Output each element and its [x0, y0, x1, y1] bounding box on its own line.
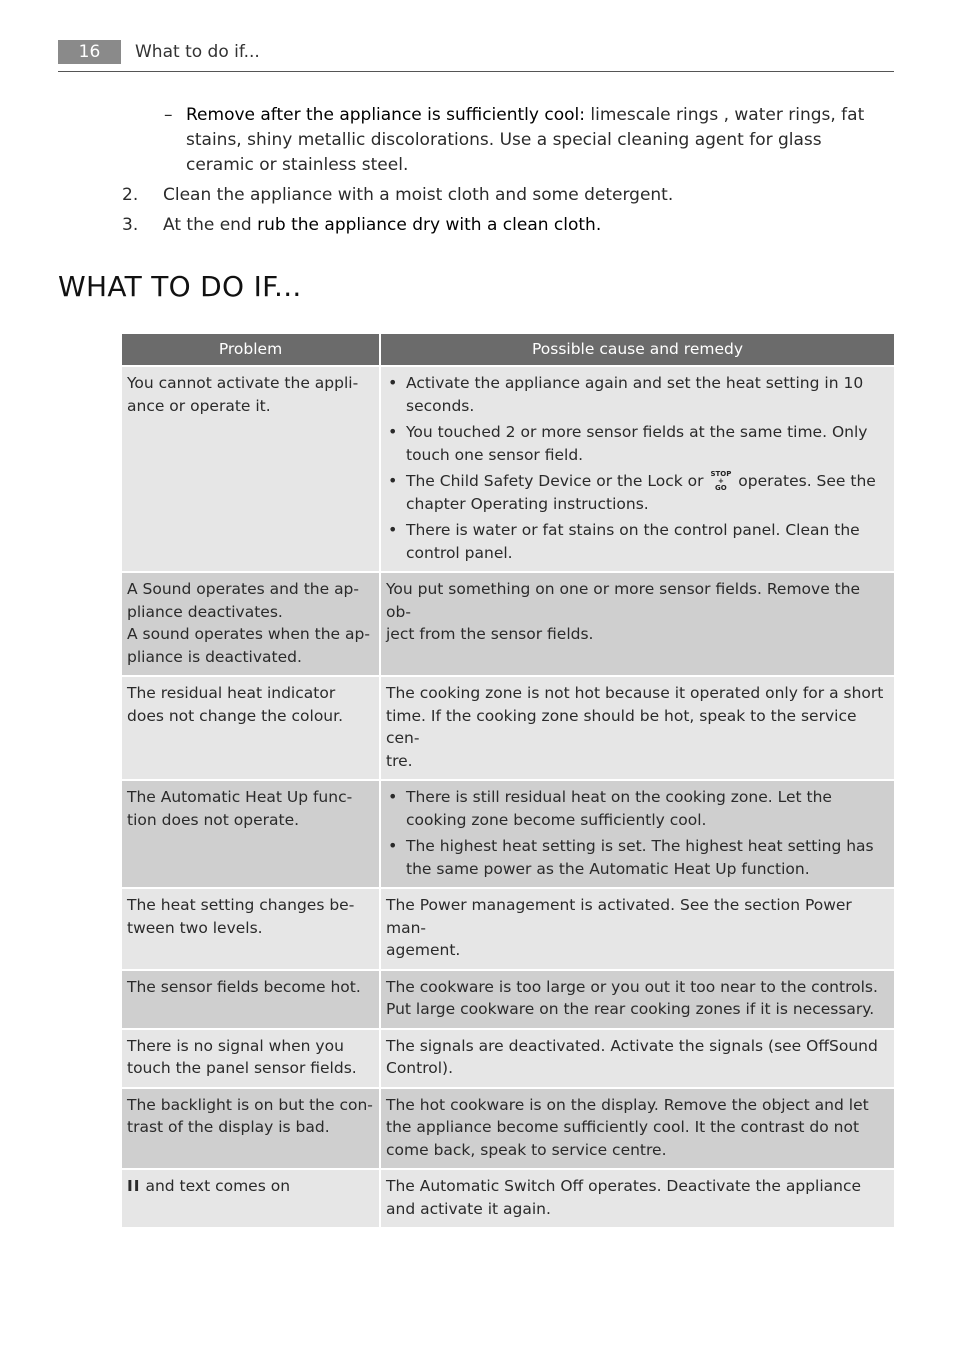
sub-item-lead: Remove after the appliance is sufficiently cool:: [186, 105, 585, 125]
problem-cell: There is no signal when you touch the panel sensor fields.: [122, 1029, 380, 1088]
running-title: What to do if...: [135, 42, 260, 62]
problem-text: and text comes on: [140, 1177, 291, 1195]
problem-cell: You cannot activate the appli- ance or operate it.: [122, 366, 380, 572]
column-header-remedy: Possible cause and remedy: [380, 334, 894, 366]
page-number: 16: [58, 40, 121, 64]
page-header: [58, 40, 894, 72]
pause-symbol-icon: II: [127, 1177, 141, 1195]
table-row: [122, 1169, 894, 1228]
remedy-cell: The cookware is too large or you out it too near to the controls. Put large cookware on the rear cooking zones if it is necessary.: [380, 970, 894, 1029]
remedy-cell: The signals are deactivated. Activate the signals (see OffSound Control).: [380, 1029, 894, 1088]
remedy-cell: The hot cookware is on the display. Remove the object and let the appliance become sufficiently cool. It the contrast do not come back, speak to service centre.: [380, 1088, 894, 1170]
cause-list: [386, 372, 886, 564]
cleaning-sub-item: [122, 103, 882, 178]
step-2: [122, 183, 882, 208]
table-row: [122, 572, 894, 676]
cause-item: • Activate the appliance again and set the heat setting in 10 seconds.: [386, 372, 886, 417]
table-row: [122, 1088, 894, 1170]
table-row: [122, 970, 894, 1029]
section-title: WHAT TO DO IF...: [58, 270, 302, 303]
step-emphasis: rub the appliance dry with a clean cloth.: [257, 215, 602, 235]
problem-cell: The residual heat indicator does not change the colour.: [122, 676, 380, 780]
table-row: [122, 780, 894, 888]
table-row: [122, 366, 894, 572]
sub-item-text: limescale rings , water rings, fat stains, shiny metallic discolorations. Use a special cleaning agent for glass ceramic or stainless steel.: [186, 105, 865, 175]
dash-marker: –: [164, 105, 173, 125]
cause-list: [386, 786, 886, 880]
cause-text: The Child Safety Device or the Lock or: [406, 472, 709, 490]
cleaning-instructions: [122, 103, 882, 243]
cause-item: [386, 470, 886, 515]
remedy-cell: You put something on one or more sensor fields. Remove the ob- ject from the sensor fields.: [380, 572, 894, 676]
remedy-cell: The Automatic Switch Off operates. Deactivate the appliance and activate it again.: [380, 1169, 894, 1228]
table-row: [122, 676, 894, 780]
remedy-cell: The Power management is activated. See the section Power man- agement.: [380, 888, 894, 970]
table-header-row: [122, 334, 894, 366]
step-text: Clean the appliance with a moist cloth and some detergent.: [163, 185, 674, 205]
cause-text: operates. See the chapter Operating instructions.: [406, 472, 876, 513]
stop-go-lock-icon: STOP + GO: [710, 470, 732, 492]
troubleshooting-table: [122, 334, 894, 1229]
table-row: [122, 888, 894, 970]
remedy-cell: [380, 780, 894, 888]
cause-item: • There is water or fat stains on the control panel. Clean the control panel.: [386, 519, 886, 564]
column-header-problem: Problem: [122, 334, 380, 366]
problem-cell: The Automatic Heat Up func- tion does not operate.: [122, 780, 380, 888]
problem-cell: [122, 1169, 380, 1228]
problem-cell: The sensor fields become hot.: [122, 970, 380, 1029]
remedy-cell: The cooking zone is not hot because it operated only for a short time. If the cooking zone should be hot, speak to the service cen- tre.: [380, 676, 894, 780]
step-number: 3.: [122, 215, 139, 235]
step-text: At the end: [163, 215, 258, 235]
cause-item: • There is still residual heat on the cooking zone. Let the cooking zone become sufficiently cool.: [386, 786, 886, 831]
problem-cell: The backlight is on but the con- trast of the display is bad.: [122, 1088, 380, 1170]
table-row: [122, 1029, 894, 1088]
problem-cell: The heat setting changes be- tween two levels.: [122, 888, 380, 970]
step-3: [122, 213, 882, 238]
step-number: 2.: [122, 185, 139, 205]
cause-item: • The highest heat setting is set. The highest heat setting has the same power as the Automatic Heat Up function.: [386, 835, 886, 880]
remedy-cell: [380, 366, 894, 572]
problem-cell: A Sound operates and the ap- pliance deactivates. A sound operates when the ap- pliance is deactivated.: [122, 572, 380, 676]
cause-item: • You touched 2 or more sensor fields at the same time. Only touch one sensor field.: [386, 421, 886, 466]
